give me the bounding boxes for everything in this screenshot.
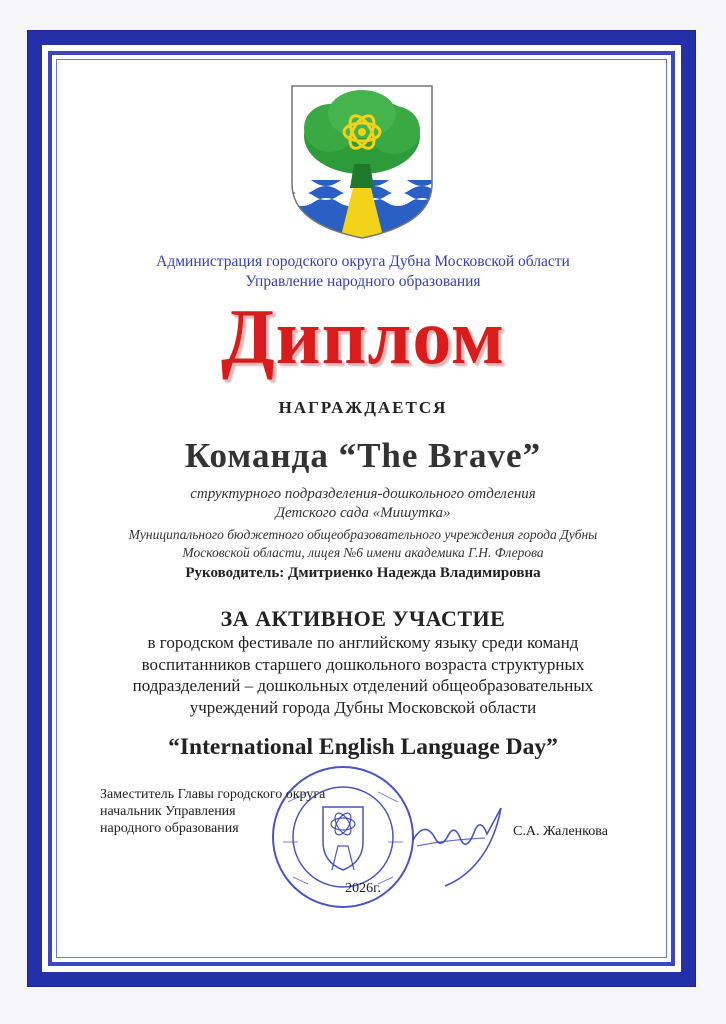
institution-line-2: Московской области, лицея №6 имени академика Г.Н. Флерова bbox=[182, 545, 544, 560]
diploma-title: Диплом bbox=[221, 293, 505, 380]
subdivision-block bbox=[0, 485, 726, 523]
description-line: воспитанников старшего дошкольного возраста структурных bbox=[141, 654, 585, 674]
issuer-header bbox=[0, 252, 726, 292]
subdivision-line-2: Детского сада «Мишутка» bbox=[275, 505, 451, 521]
signer-name: С.А. Жаленкова bbox=[513, 824, 608, 839]
subdivision-line-1: структурного подразделения-дошкольного отделения bbox=[190, 486, 536, 502]
team-leader: Руководитель: Дмитриенко Надежда Владимировна bbox=[185, 565, 541, 581]
festival-description bbox=[0, 632, 726, 718]
signer-line-1: Заместитель Главы городского округа bbox=[100, 787, 326, 802]
team-name: Команда “The Brave” bbox=[184, 436, 542, 475]
issuer-line-2: Управление народного образования bbox=[245, 273, 481, 290]
description-line: в городском фестивале по английскому языку среди команд bbox=[147, 633, 579, 652]
issuer-line-1: Администрация городского округа Дубна Московской области bbox=[156, 253, 570, 270]
institution-line-1: Муниципального бюджетного общеобразовательного учреждения города Дубны bbox=[128, 527, 598, 542]
dubna-coat-of-arms-icon bbox=[290, 84, 434, 245]
award-reason: ЗА АКТИВНОЕ УЧАСТИЕ bbox=[220, 606, 506, 631]
institution-block bbox=[0, 526, 726, 562]
description-line: учреждений города Дубны Московской области bbox=[189, 697, 537, 717]
awarded-label: НАГРАЖДАЕТСЯ bbox=[278, 398, 448, 417]
signer-line-2: начальник Управления bbox=[100, 804, 236, 819]
event-name: “International English Language Day” bbox=[168, 734, 558, 760]
issue-year: 2026г. bbox=[345, 881, 381, 896]
signer-title bbox=[100, 786, 325, 837]
description-line: подразделений – дошкольных отделений общеобразовательных bbox=[132, 676, 594, 695]
signer-line-3: народного образования bbox=[100, 821, 239, 836]
